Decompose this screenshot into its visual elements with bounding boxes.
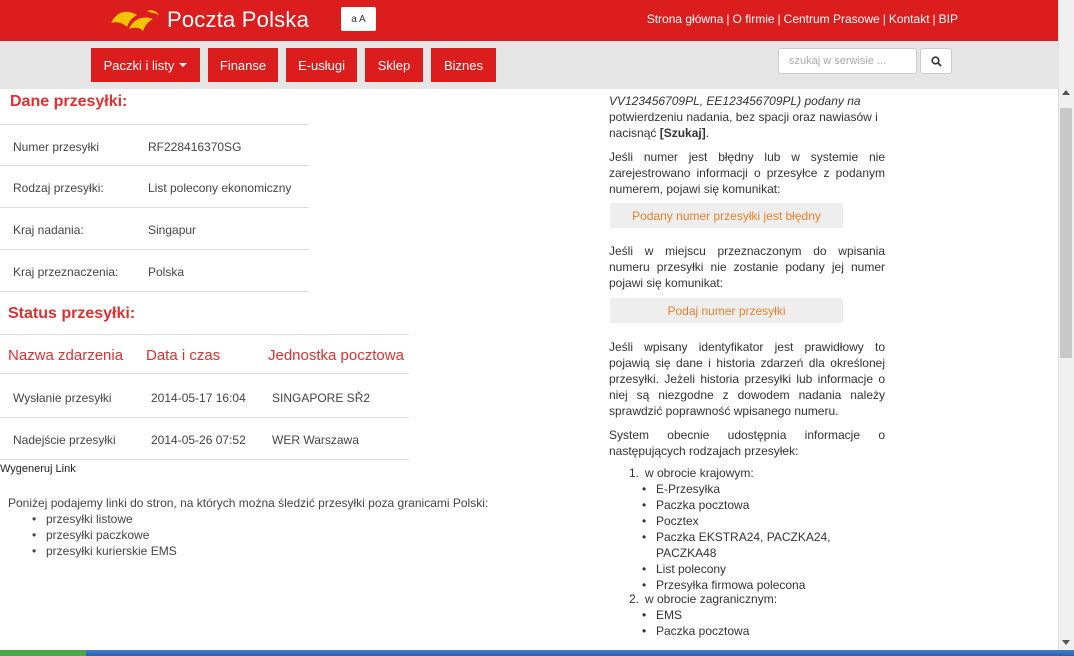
logo[interactable] — [107, 5, 309, 35]
event-datetime: 2014-05-26 07:52 — [151, 433, 246, 447]
error-message-missing: Podaj numer przesyłki — [610, 298, 843, 323]
scroll-down-arrow-icon[interactable] — [1062, 640, 1070, 645]
list-item: • E-Przesyłka — [642, 481, 842, 497]
link-parcels[interactable]: • przesyłki paczkowe — [32, 528, 177, 544]
list-item: • Paczka pocztowa — [642, 623, 749, 639]
shipment-row-destination — [0, 250, 309, 292]
taskbar — [0, 650, 1074, 656]
foreign-tracking-intro: Poniżej podajemy linki do stron, na których można śledzić przesyłki poza granicami Polski: — [8, 496, 489, 510]
shipment-heading: Dane przesyłki: — [10, 93, 128, 110]
help-paragraph-2: Jeśli numer jest błędny lub w systemie nie zarejestrowano informacji o przesyłce z podanym numerem, pojawi się komunikat: — [609, 150, 885, 196]
list-item: • List polecony — [642, 561, 842, 577]
link-ems[interactable]: • przesyłki kurierskie EMS — [32, 544, 177, 560]
list-item: • Paczka EKSTRA24, PACZKA24, PACZKA48 — [642, 529, 842, 561]
domestic-list — [642, 481, 842, 593]
table-row — [0, 418, 409, 460]
help-paragraph-5: System obecnie udostępnia informacje o następujących rodzajach przesyłek: — [609, 428, 885, 458]
start-button[interactable] — [0, 650, 86, 656]
row-label: Kraj przeznaczenia: — [13, 265, 119, 279]
scroll-up-arrow-icon[interactable] — [1062, 90, 1070, 95]
help-paragraph-3: Jeśli w miejscu przeznaczonym do wpisania numeru przesyłki nie zostanie podany jej numer pojawi się komunikat: — [609, 244, 885, 290]
search-button[interactable] — [920, 48, 952, 74]
nav-item-label: Paczki i listy — [103, 57, 175, 73]
status-heading: Status przesyłki: — [8, 305, 136, 322]
brand-name: Poczta Polska — [167, 7, 310, 32]
event-datetime: 2014-05-17 16:04 — [151, 391, 246, 405]
error-message-invalid: Podany numer przesyłki jest błędny — [610, 203, 843, 228]
event-name: Nadejście przesyłki — [13, 433, 116, 447]
intl-list — [642, 607, 749, 639]
foreign-tracking-links — [32, 512, 177, 560]
nav-item-shop[interactable]: Sklep — [365, 48, 423, 82]
column-header: Nazwa zdarzenia — [8, 347, 124, 364]
row-label: Kraj nadania: — [13, 223, 84, 237]
search-hint-bold: [Szukaj] — [659, 126, 706, 140]
search-input[interactable]: szukaj w serwisie ... — [778, 48, 917, 74]
list-item: • Pocztex — [642, 513, 842, 529]
help-paragraph-1 — [609, 93, 885, 141]
shipment-row-origin — [0, 208, 309, 250]
row-value: List polecony ekonomiczny — [148, 181, 292, 195]
top-link-press[interactable]: Centrum Prasowe — [783, 12, 880, 26]
table-row — [0, 376, 409, 418]
nav-bar — [0, 41, 1058, 89]
column-header: Jednostka pocztowa — [268, 347, 404, 364]
generate-link-button[interactable]: Wygeneruj Link — [0, 463, 76, 475]
row-value: RF228416370SG — [148, 140, 242, 154]
nav-item-business[interactable]: Biznes — [431, 48, 496, 82]
row-label: Numer przesyłki — [13, 140, 100, 154]
nav-item-eservices[interactable]: E-usługi — [286, 48, 357, 82]
status-table-header — [0, 334, 409, 374]
caret-down-icon — [179, 63, 187, 67]
help-paragraph-4: Jeśli wpisany identyfikator jest prawidłowy to pojawią się dane i historia zdarzeń dla określonej przesyłki. Jeżeli historia przesyłki lub informacje o niej są niezgodne z dowodem nadania należy sprawdzić poprawność wpisanego numeru. — [609, 340, 885, 418]
column-header: Data i czas — [146, 347, 221, 364]
row-value: Polska — [148, 265, 185, 279]
search-icon — [931, 56, 942, 67]
row-value: Singapur — [148, 223, 197, 237]
scrollbar-thumb[interactable] — [1060, 108, 1072, 358]
top-links: Strona główna | O firmie | Centrum Prasowe | Kontakt | BIP — [646, 12, 958, 26]
list-item: • Paczka pocztowa — [642, 497, 842, 513]
font-size-toggle[interactable]: a A — [341, 7, 376, 31]
post-horn-icon — [107, 5, 163, 35]
event-office: WER Warszawa — [272, 433, 359, 447]
event-office: SINGAPORE SŘ2 — [272, 391, 371, 405]
nav-item-finance[interactable]: Finanse — [208, 48, 278, 82]
top-link-bip[interactable]: BIP — [938, 12, 958, 26]
shipment-row-type — [0, 166, 309, 208]
top-link-home[interactable]: Strona główna — [646, 12, 724, 26]
top-link-about[interactable]: O firmie — [732, 12, 775, 26]
top-bar — [0, 0, 1058, 41]
list-item: • Przesyłka firmowa polecona — [642, 577, 842, 593]
shipment-row-number — [0, 124, 309, 166]
nav-item-parcels[interactable] — [91, 48, 200, 82]
event-name: Wysłanie przesyłki — [13, 391, 112, 405]
link-letters[interactable]: • przesyłki listowe — [32, 512, 177, 528]
help-line: nacisnąć [Szukaj]. — [609, 126, 710, 140]
domestic-heading: 1. w obrocie krajowym: — [629, 466, 754, 480]
row-label: Rodzaj przesyłki: — [13, 181, 104, 195]
help-line: VV123456709PL, EE123456709PL) podany na — [609, 94, 861, 108]
help-line: potwierdzeniu nadania, bez spacji oraz nawiasów i — [609, 110, 878, 124]
list-item: • EMS — [642, 607, 749, 623]
top-link-contact[interactable]: Kontakt — [888, 12, 930, 26]
intl-heading: 2. w obrocie zagranicznym: — [629, 592, 778, 606]
